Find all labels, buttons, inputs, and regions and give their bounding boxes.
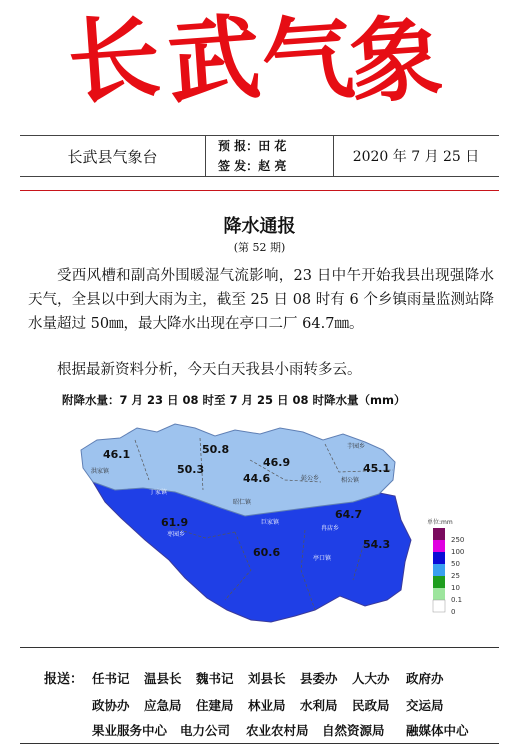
rain-value: 46.9 [263,456,291,469]
recipient: 温县长 [144,671,182,686]
recipient: 果业服务中心 [92,723,168,738]
rain-value: 46.1 [103,448,131,461]
rainfall-map [75,420,495,635]
place-label: 彭公乡 [301,475,320,482]
place-label: 巨家镇 [261,519,280,526]
rain-value: 60.6 [253,546,281,559]
recipient: 自然资源局 [322,723,385,738]
recipient: 县委办 [300,671,338,686]
recipient: 融媒体中心 [406,723,469,738]
legend-tick: 50 [451,560,460,568]
issuer-name: 赵 亮 [258,159,287,173]
legend-unit: 单位:mm [427,519,453,526]
masthead-char: 象 [346,2,446,118]
recipient: 刘县长 [248,671,286,686]
legend-tick: 0 [451,608,456,616]
recipient: 电力公司 [180,723,231,738]
masthead-char: 长 [64,2,164,118]
masthead-char: 武 [164,2,264,118]
rain-value: 64.7 [335,508,363,521]
issue-date: 2020 年 7 月 25 日 [352,149,480,165]
office-name: 长武县气象台 [67,147,158,166]
legend-tick: 25 [451,572,460,580]
legend-tick: 0.1 [451,596,463,604]
recipient: 魏书记 [196,671,234,686]
place-label: 冉店乡 [321,525,340,532]
recipient: 住建局 [196,698,234,713]
legend-tick: 10 [451,584,460,592]
place-label: 洪家镇 [91,468,110,475]
bottom-divider [20,743,499,744]
rain-value: 45.1 [363,462,391,475]
forecaster-label: 预 报： [218,139,259,153]
distribution-divider [20,647,499,648]
masthead [0,0,519,122]
recipient: 林业局 [248,698,286,713]
place-label: 枣园乡 [167,531,186,538]
place-label: 亭口镇 [313,555,332,562]
map-legend [427,518,464,616]
issuer-label: 签 发： [218,159,259,173]
map-caption: 附降水量：7 月 23 日 08 时至 7 月 25 日 08 时降水量（mm） [62,393,406,407]
recipient: 农业农村局 [246,723,309,738]
recipient: 人大办 [352,671,390,686]
forecaster-name: 田 花 [258,139,287,153]
place-label: 昭仁镇 [233,499,252,506]
legend-tick: 250 [451,536,465,544]
rain-value: 44.6 [243,472,271,485]
rain-value: 61.9 [161,516,189,529]
place-label: 芋园乡 [347,443,366,450]
masthead-char: 气 [258,2,358,118]
recipient: 应急局 [144,698,182,713]
recipient: 交运局 [406,698,444,713]
place-label: 相公镇 [341,477,360,484]
place-label: 丁家镇 [149,489,168,496]
page-title: 降水通报 [223,216,296,237]
issue-number: (第 52 期) [233,241,286,254]
recipient: 政府办 [406,671,444,686]
rain-value: 54.3 [363,538,391,551]
recipient: 水利局 [300,698,338,713]
distribution-label: 报送： [44,672,84,687]
body-paragraph: 受西风槽和副高外围暖湿气流影响，23 日中午开始我县出现强降水天气，全县以中到大雨为主，截至 25 日 08 时有 6 个乡镇雨量监测站降水量超过 50㎜，最大降水出现在亭口二厂 64.7㎜。 [28,268,494,332]
recipient: 任书记 [92,671,130,686]
legend-tick: 100 [451,548,465,556]
body-paragraph: 根据最新资料分析，今天白天我县小雨转多云。 [57,362,362,378]
header-table [20,135,499,177]
rain-value: 50.8 [202,443,230,456]
recipient: 民政局 [352,698,390,713]
recipient: 政协办 [92,698,130,713]
rain-value: 50.3 [177,463,205,476]
red-divider [20,190,499,191]
